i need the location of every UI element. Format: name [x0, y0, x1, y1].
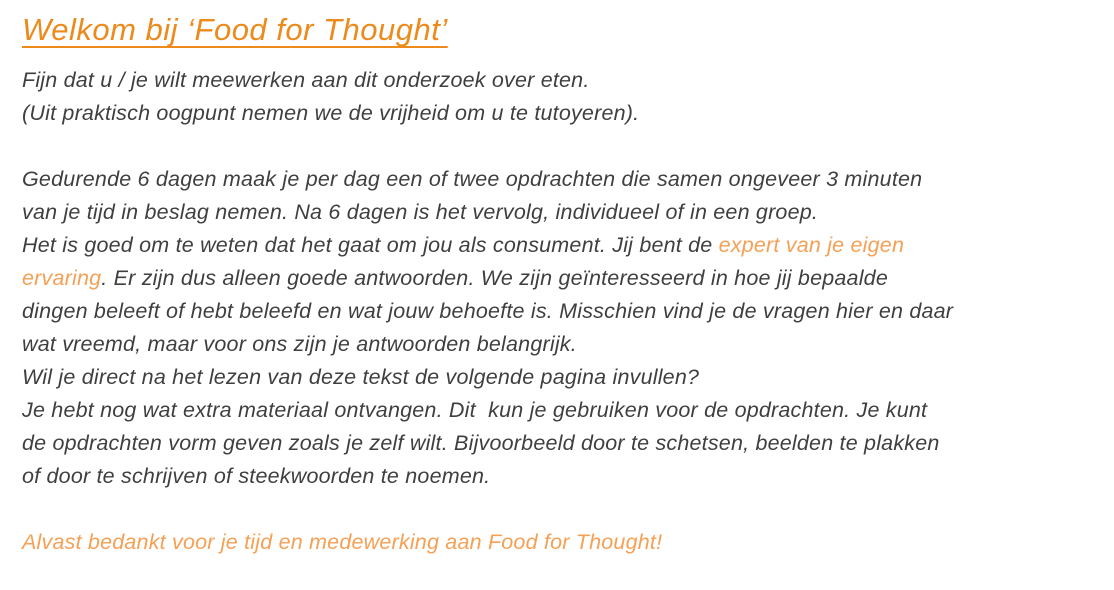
text-run: dingen beleeft of hebt beleefd en wat jouw behoefte is. Misschien vind je de vragen hier en daar: [22, 299, 954, 323]
text-line: [22, 295, 1094, 328]
text-line: [22, 394, 1094, 427]
text-run: Je hebt nog wat extra materiaal ontvangen. Dit kun je gebruiken voor de opdrachten. Je kunt: [22, 398, 928, 422]
text-run: van je tijd in beslag nemen. Na 6 dagen is het vervolg, individueel of in een groep.: [22, 200, 819, 224]
page-title: Welkom bij ‘Food for Thought’: [22, 12, 448, 47]
highlighted-text: expert van je eigen: [718, 233, 905, 257]
text-run: wat vreemd, maar voor ons zijn je antwoorden belangrijk.: [22, 332, 577, 356]
blank-line: [22, 130, 1094, 163]
text-line: [22, 196, 1094, 229]
text-run: Het is goed om te weten dat het gaat om jou als consument. Jij bent de: [22, 233, 719, 257]
text-body: [22, 64, 1094, 559]
text-run: . Er zijn dus alleen goede antwoorden. We zijn geïnteresseerd in hoe jij bepaalde: [101, 266, 888, 290]
text-run: of door te schrijven of steekwoorden te noemen.: [22, 464, 491, 488]
text-line: [22, 229, 1094, 262]
text-line: [22, 328, 1094, 361]
text-run: de opdrachten vorm geven zoals je zelf wilt. Bijvoorbeeld door te schetsen, beelden te plakken: [22, 431, 940, 455]
text-line: [22, 427, 1094, 460]
blank-line: [22, 493, 1094, 526]
text-line: [22, 361, 1094, 394]
highlighted-text: ervaring: [22, 266, 102, 290]
closing-thanks: [22, 526, 1094, 559]
text-run: Gedurende 6 dagen maak je per dag een of twee opdrachten die samen ongeveer 3 minuten: [22, 167, 923, 191]
text-line: [22, 97, 1094, 130]
text-line: [22, 64, 1094, 97]
text-line: [22, 460, 1094, 493]
text-run: (Uit praktisch oogpunt nemen we de vrijheid om u te tutoyeren).: [22, 101, 640, 125]
text-run: Wil je direct na het lezen van deze tekst de volgende pagina invullen?: [22, 365, 700, 389]
text-line: [22, 262, 1094, 295]
highlighted-text: Alvast bedankt voor je tijd en medewerking aan Food for Thought!: [22, 530, 663, 554]
text-line: [22, 163, 1094, 196]
text-run: Fijn dat u / je wilt meewerken aan dit onderzoek over eten.: [22, 68, 590, 92]
